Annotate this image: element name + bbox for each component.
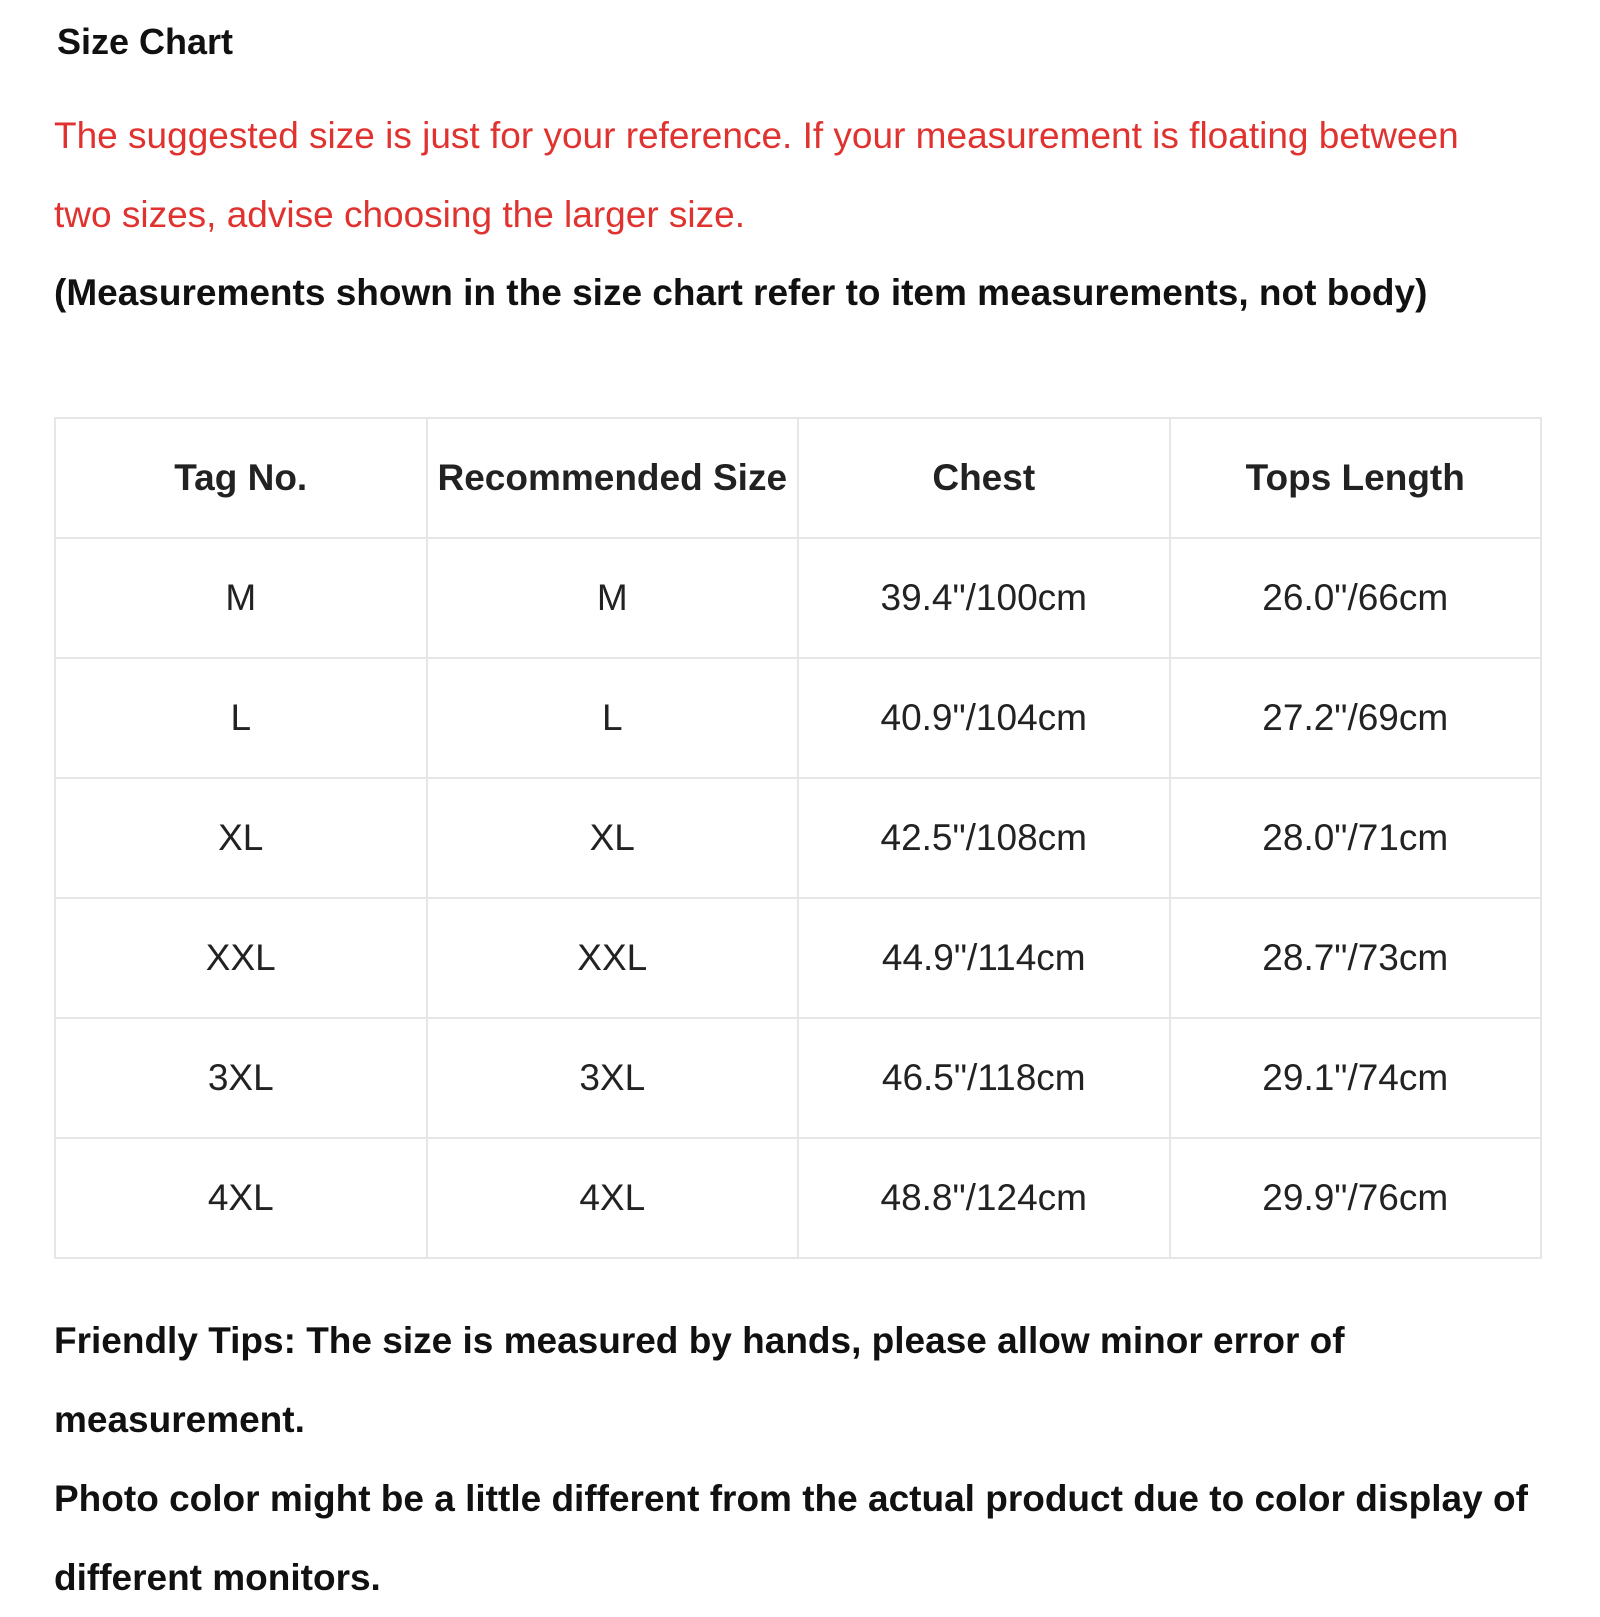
cell-tops-length: 29.1"/74cm — [1170, 1018, 1542, 1138]
cell-tag-no: 4XL — [55, 1138, 427, 1258]
header-tops-length: Tops Length — [1170, 418, 1542, 538]
cell-tops-length: 29.9"/76cm — [1170, 1138, 1542, 1258]
table-row — [55, 1138, 1541, 1258]
cell-tag-no: 3XL — [55, 1018, 427, 1138]
cell-tops-length: 27.2"/69cm — [1170, 658, 1542, 778]
page-title: Size Chart — [57, 21, 234, 62]
size-table — [54, 417, 1542, 1259]
cell-chest: 44.9"/114cm — [798, 898, 1170, 1018]
measurement-note: (Measurements shown in the size chart refer to item measurements, not body) — [54, 272, 1428, 313]
table-row — [55, 778, 1541, 898]
table-header-row — [55, 418, 1541, 538]
friendly-tips: Friendly Tips: The size is measured by hands, please allow minor error of measurement. — [54, 1320, 1345, 1440]
cell-tops-length: 28.7"/73cm — [1170, 898, 1542, 1018]
cell-chest: 42.5"/108cm — [798, 778, 1170, 898]
cell-recommended-size: XXL — [427, 898, 799, 1018]
cell-tag-no: M — [55, 538, 427, 658]
table-row — [55, 898, 1541, 1018]
cell-recommended-size: 4XL — [427, 1138, 799, 1258]
cell-tops-length: 26.0"/66cm — [1170, 538, 1542, 658]
tips-section — [54, 1301, 1554, 1617]
cell-tag-no: L — [55, 658, 427, 778]
cell-tag-no: XXL — [55, 898, 427, 1018]
reference-note: The suggested size is just for your reference. If your measurement is floating between two sizes, advise choosing the larger size. — [54, 115, 1459, 235]
header-recommended-size: Recommended Size — [427, 418, 799, 538]
cell-tag-no: XL — [55, 778, 427, 898]
table-row — [55, 538, 1541, 658]
cell-recommended-size: M — [427, 538, 799, 658]
cell-chest: 39.4"/100cm — [798, 538, 1170, 658]
header-chest: Chest — [798, 418, 1170, 538]
cell-recommended-size: XL — [427, 778, 799, 898]
cell-recommended-size: 3XL — [427, 1018, 799, 1138]
table-row — [55, 658, 1541, 778]
cell-chest: 46.5"/118cm — [798, 1018, 1170, 1138]
cell-tops-length: 28.0"/71cm — [1170, 778, 1542, 898]
cell-recommended-size: L — [427, 658, 799, 778]
cell-chest: 48.8"/124cm — [798, 1138, 1170, 1258]
header-tag-no: Tag No. — [55, 418, 427, 538]
photo-color-note: Photo color might be a little different from the actual product due to color display of different monitors. — [54, 1478, 1528, 1598]
cell-chest: 40.9"/104cm — [798, 658, 1170, 778]
table-row — [55, 1018, 1541, 1138]
